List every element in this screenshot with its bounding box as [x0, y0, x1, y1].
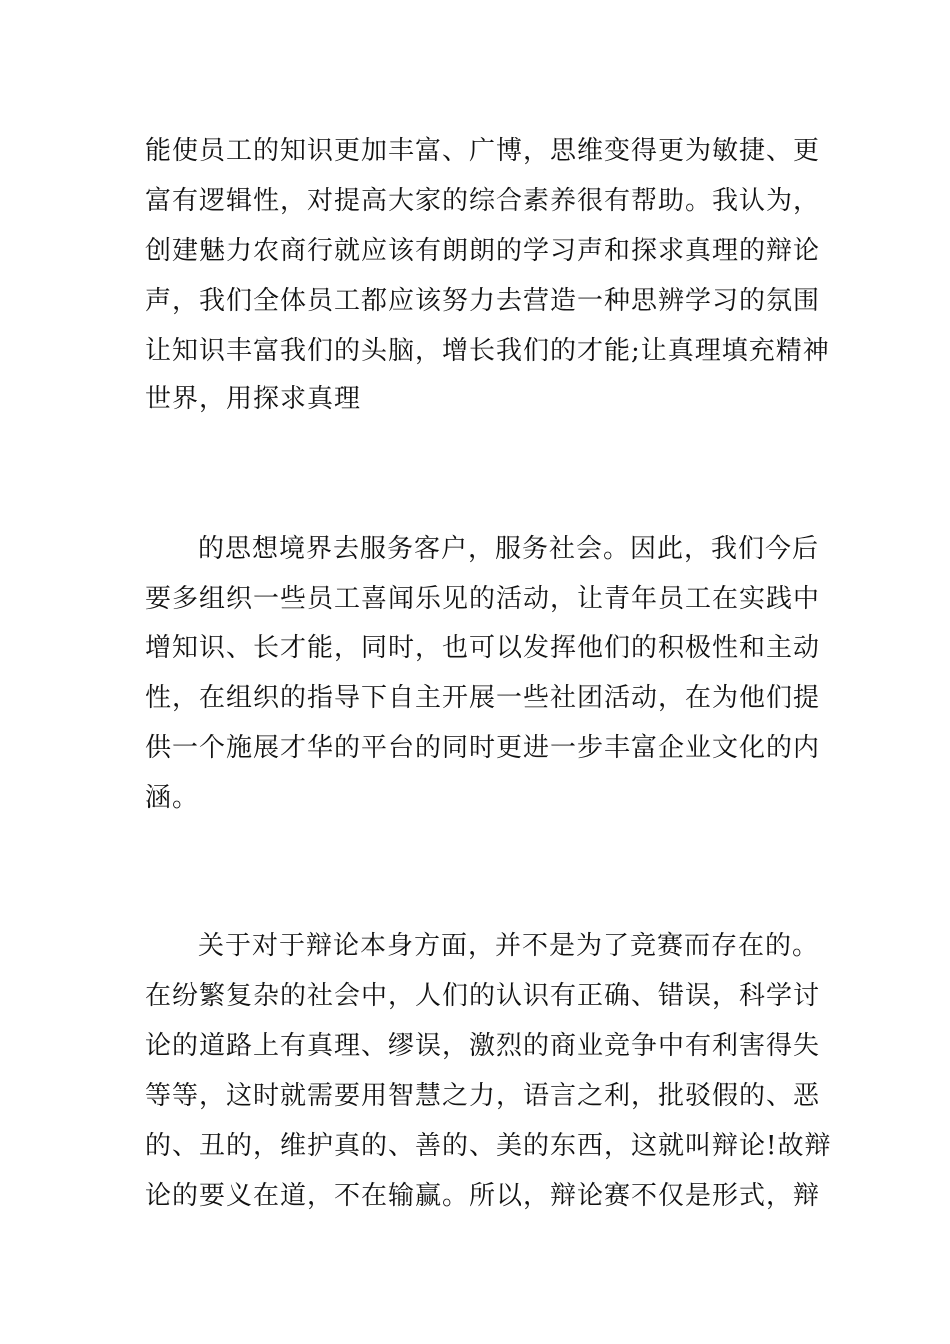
- paragraph-2-line-2: 要多组织一些员工喜闻乐见的活动，让青年员工在实践中: [145, 584, 821, 614]
- paragraph-3-line-2: 在纷繁复杂的社会中，人们的认识有正确、错误，科学讨: [145, 981, 821, 1011]
- paragraph-2-line-4: 性，在组织的指导下自主开展一些社团活动，在为他们提: [145, 683, 821, 713]
- paragraph-3-line-1: 关于对于辩论本身方面，并不是为了竞赛而存在的。: [198, 931, 820, 961]
- paragraph-3-line-4: 等等，这时就需要用智慧之力，语言之利，批驳假的、恶: [145, 1081, 821, 1111]
- paragraph-1-line-6: 世界，用探求真理: [145, 384, 362, 414]
- paragraph-3-line-3: 论的道路上有真理、缪误，激烈的商业竞争中有利害得失: [145, 1031, 821, 1061]
- paragraph-2-line-3: 增知识、长才能，同时，也可以发挥他们的积极性和主动: [145, 633, 821, 663]
- paragraph-1-line-3: 创建魅力农商行就应该有朗朗的学习声和探求真理的辩论: [145, 236, 821, 266]
- paragraph-1-line-2: 富有逻辑性，对提高大家的综合素养很有帮助。我认为，: [145, 186, 821, 216]
- paragraph-3-line-6: 论的要义在道，不在输赢。所以，辩论赛不仅是形式，辩: [145, 1181, 821, 1211]
- paragraph-2-line-1: 的思想境界去服务客户，服务社会。因此，我们今后: [198, 534, 820, 564]
- paragraph-1-line-4: 声，我们全体员工都应该努力去营造一种思辨学习的氛围: [145, 286, 821, 316]
- paragraph-2-line-5: 供一个施展才华的平台的同时更进一步丰富企业文化的内: [145, 733, 821, 763]
- paragraph-2-line-6: 涵。: [145, 783, 200, 813]
- paragraph-1-line-1: 能使员工的知识更加丰富、广博，思维变得更为敏捷、更: [145, 136, 821, 166]
- paragraph-3-line-5: 的、丑的，维护真的、善的、美的东西，这就叫辩论!故辩: [145, 1131, 832, 1161]
- paragraph-1-line-5: 让知识丰富我们的头脑，增长我们的才能;让真理填充精神: [145, 336, 830, 366]
